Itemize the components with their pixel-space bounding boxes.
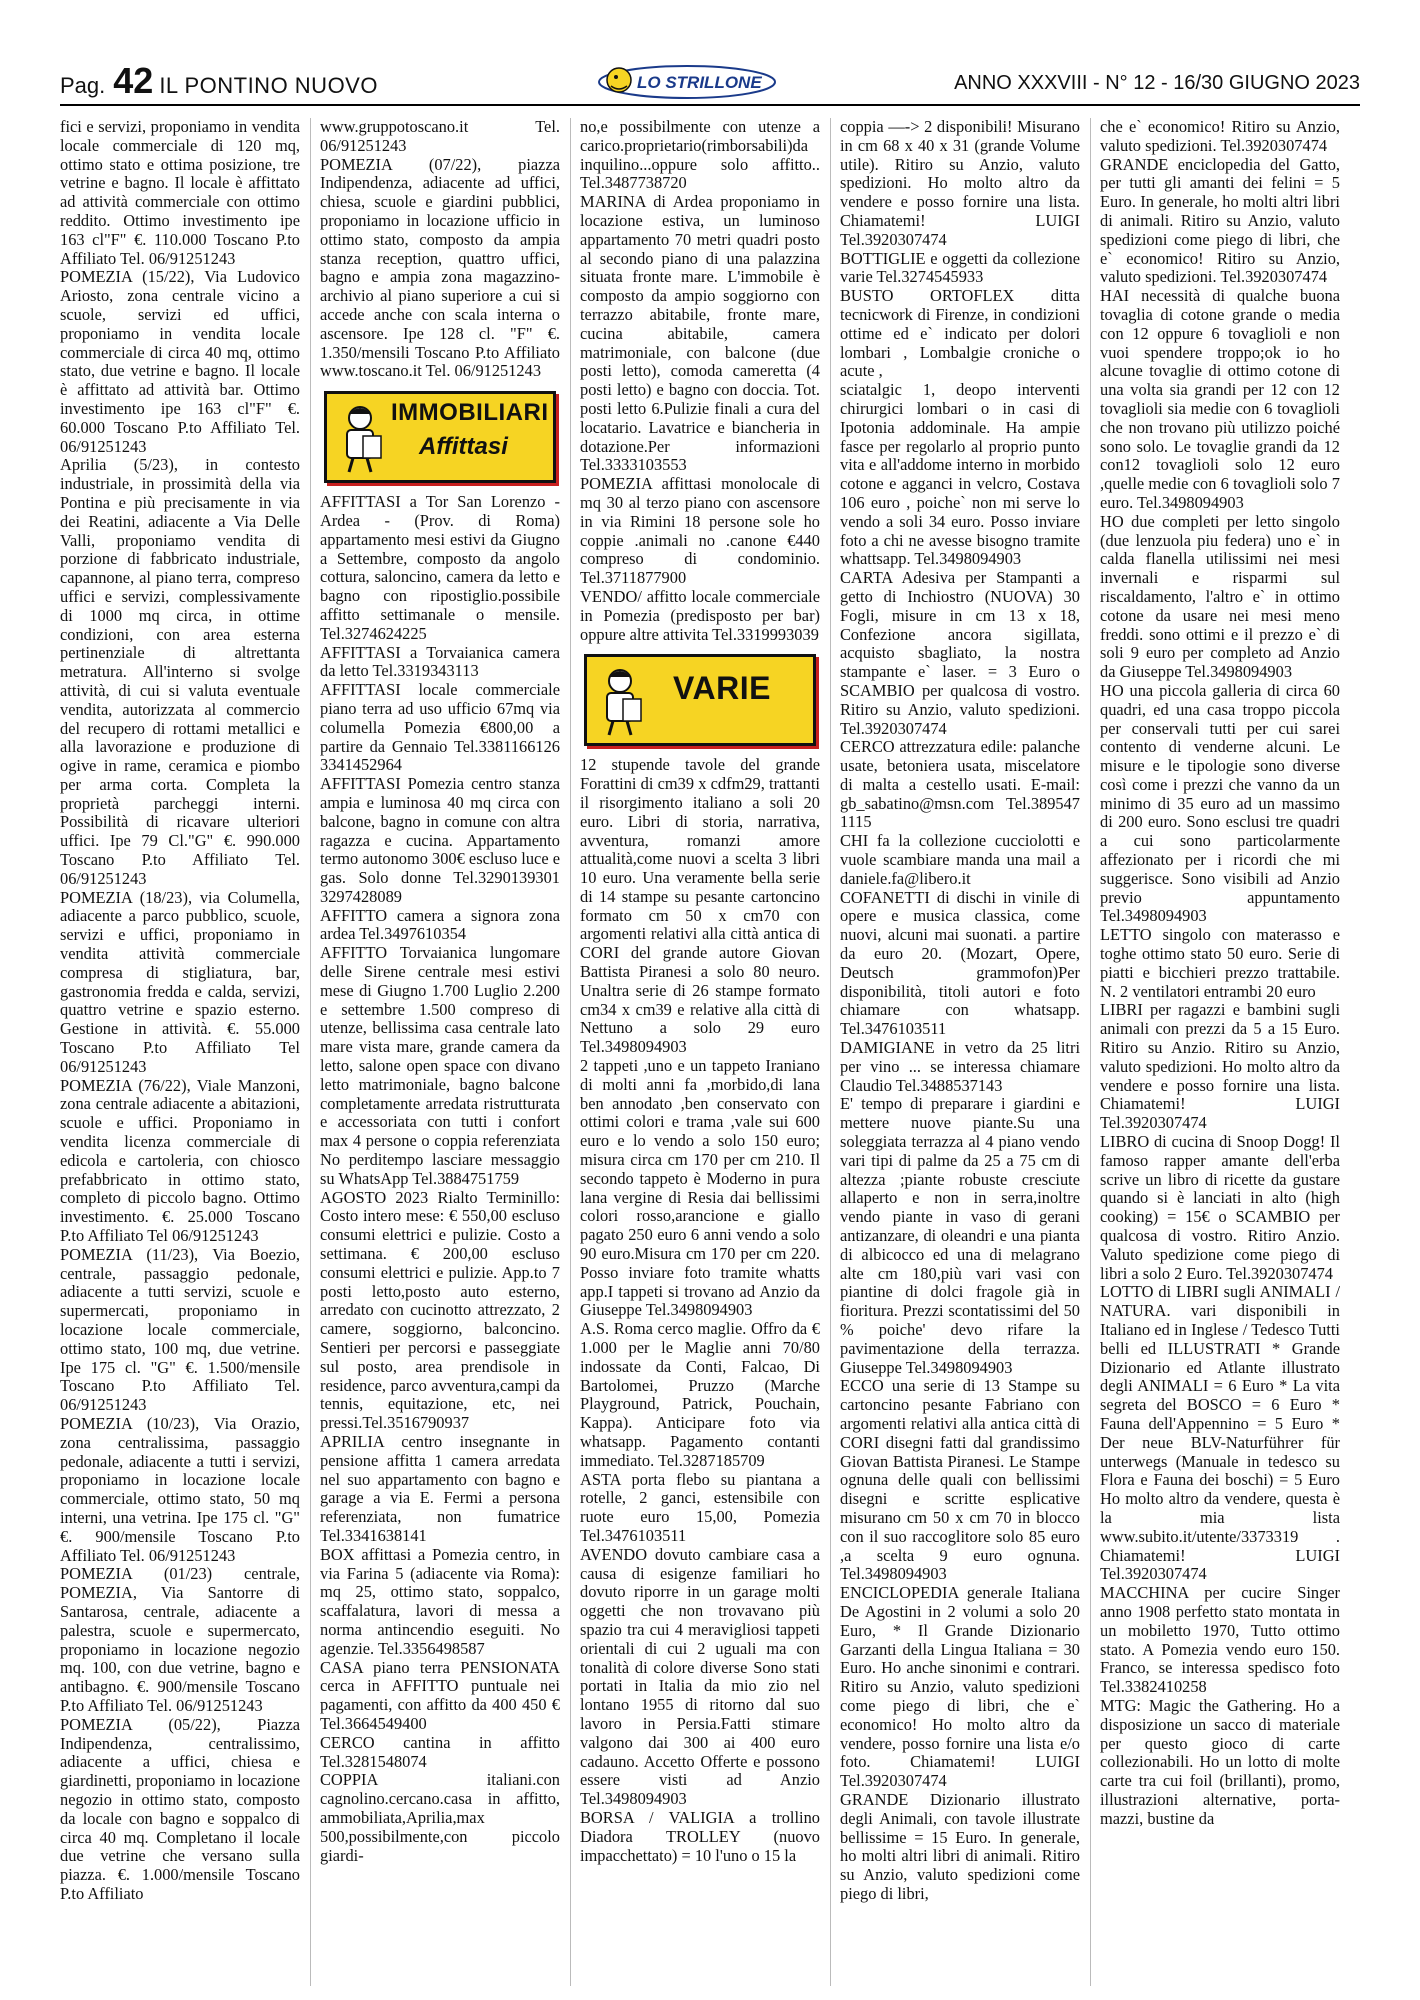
page-header — [60, 60, 1360, 101]
section-banner-varie — [584, 654, 816, 746]
classified-ad: HAI necessità di qualche buona tovaglia di cotone grande o media con 12 oppure 6 tovaglioli e non vuoi spendere troppo;ok io ho alcune tovaglie di ottimo cotone di una volta sia grandi per 12 con 12 tovaglioli sia medie con 6 tovaglioli che non trovano più utilizzo poiché sono solo. Le tovaglie grandi da 12 con12 tovaglioli solo 12 euro ,quelle medie con 6 tovaglioli solo 7 euro. Tel.3498094903 — [1100, 286, 1340, 512]
classified-ad: BOTTIGLIE e oggetti da collezione varie Tel.3274545933 — [840, 248, 1080, 287]
classified-ad: CERCO attrezzatura edile: palanche usate, betoniera usata, miscelatore di malta a cestello usati. E-mail: gb_sabatino@msn.com Tel.389547 1115 — [840, 737, 1080, 832]
issue-info: ANNO XXXVIII - N° 12 - 16/30 GIUGNO 2023 — [954, 72, 1360, 94]
classified-ad: POMEZIA (11/23), Via Boezio, centrale, passaggio pedonale, adiacente a tutti servizi, scuole e supermercati, proponiamo in locazione locale commerciale, ottimo stato, 100 mq, due vetrine. Ipe 175 cl. "G" €. 1.500/mensile Toscano P.to Affiliato Tel. 06/91251243 — [60, 1244, 300, 1415]
classified-ad: AFFITTO Torvaianica lungomare delle Sirene centrale mesi estivi mese di Giugno 1.700 Luglio 2.200 e settembre 1.500 compreso di utenze, bellissima casa centrale lato mare vista mare, grande camera da letto, salone open space con divano letto matrimoniale, bagno balcone completamente arredata ristrutturata e accessoriata con tutti i confort max 4 persone o coppia referenziata No perditempo lasciare messaggio su WhatsApp Tel.3884751759 — [320, 943, 560, 1188]
newsboy-icon — [593, 665, 647, 737]
classified-ad: POMEZIA affittasi monolocale di mq 30 al terzo piano con ascensore in via Rimini 18 persone sole ho coppie .animali no .canone €440 compreso di condominio. Tel.3711877900 — [580, 474, 820, 588]
classified-ad: BUSTO ORTOFLEX ditta tecnicwork di Firenze, in condizioni ottime ed e` indicato per dolori lombari , Lombalgie croniche o acute , — [840, 286, 1080, 381]
classified-ad: E' tempo di preparare i giardini e mettere nuove piante.Su una soleggiata terrazza al 4 piano vendo vari tipi di palme da 25 a 75 cm di altezza ;piante robuste cresciute allaperto e non in serra,inoltre vendo piante in vaso di gerani antizanzare, di oleandri e una pianta di albicocco ed una di melagrano alte cm 180,più vari vasi con piantine di dolci fragole già in fioritura. Prezzi scontatissimi del 50 % poiche' devo rifare la pavimentazione della terrazza. Giuseppe Tel.3498094903 — [840, 1094, 1080, 1377]
page-label: Pag. — [60, 73, 106, 98]
classified-ad: coppia —-> 2 disponibili! Misurano in cm 68 x 40 x 31 (grande Volume utile). Ritiro su Anzio, valuto spedizioni. Ho molto altro da vendere e posso fornire una lista. Chiamatemi! LUIGI Tel.3920307474 — [840, 118, 1080, 249]
classified-ad: GRANDE enciclopedia del Gatto, per tutti gli amanti dei felini = 5 Euro. In generale, ho molti altri libri di animali. Ritiro su Anzio, valuto spedizioni come piego di libri, che e` economico! Ritiro su Anzio, valuto spedizioni. Tel.3920307474 — [1100, 154, 1340, 287]
classified-ad: AFFITTASI locale commerciale piano terra ad uso ufficio 67mq via columella Pomezia €800,00 a partire da Gennaio Tel.3381166126 3341452964 — [320, 680, 560, 775]
classified-ad: MACCHINA per cucire Singer anno 1908 perfetto stato montata in un mobiletto 1970, Tutto ottimo stato. A Pomezia vendo euro 150. Franco, se interessa spedisco foto Tel.3382410258 — [1100, 1583, 1340, 1697]
classified-ad: LOTTO di LIBRI sugli ANIMALI / NATURA. vari disponibili in Italiano ed in Inglese / Tedesco Tutti belli ed ILLUSTRATI * Grande Dizionario ed Atlante illustrato degli ANIMALI = 6 Euro * La vita segreta del BOSCO = 6 Euro * Fauna dell'Appennino = 5 Euro * Der neue BLV-Naturführer für unterwegs (Manuale in tedesco su Flora e Fauna dei boschi) = 5 Euro Ho molto altro da vendere, questa è la mia lista www.subito.it/utente/3373319 . Chiamatemi! LUIGI Tel.3920307474 — [1100, 1282, 1340, 1584]
classified-ad: ECCO una serie di 13 Stampe su cartoncino pesante Fabriano con argomenti relativi alla antica città di CORI disegni fatti dal grandissimo Giovan Battista Piranesi. Le Stampe ognuna delle quali con bellissimi disegni e scritte esplicative misurano cm 50 x cm 70 in blocco con il suo raccoglitore solo 85 euro ,a scelta 9 euro ognuna. Tel.3498094903 — [840, 1376, 1080, 1584]
column-divider — [1090, 118, 1091, 1986]
classified-ad: VENDO/ affitto locale commerciale in Pomezia (predisposto per bar) oppure altre attivita Tel.3319993039 — [580, 586, 820, 644]
classified-ad: POMEZIA (18/23), via Columella, adiacente a parco pubblico, scuole, servizi e uffici, proponiamo in vendita attività commerciale compresa di stigliatura, bar, gastronomia fredda e calda, servizi, quattro vetrine e spazio esterno. Gestione in attività. €. 55.000 Toscano P.to Affiliato Tel 06/91251243 — [60, 887, 300, 1076]
classified-ad: COFANETTI di dischi in vinile di opere e musica classica, come nuovi, alcuni mai suonati. a partire da euro 20. (Mozart, Opere, Deutsch grammofon)Per disponibilità, titoli autori e foto chiamare con whatsapp. Tel.3476103511 — [840, 887, 1080, 1039]
column-divider — [570, 118, 571, 1986]
classified-ad: www.gruppotoscano.it Tel. 06/91251243 — [320, 118, 560, 155]
classified-ad: MTG: Magic the Gathering. Ho a disposizione un sacco di materiale per questo gioco di carte collezionabili. Ho un lotto di molte carte tra cui foil (brillanti), promo, illustrazioni alternative, porta-mazzi, bustine da — [1100, 1695, 1340, 1828]
banner-title: VARIE — [673, 670, 771, 707]
classified-ad: che e` economico! Ritiro su Anzio, valuto spedizioni. Tel.3920307474 — [1100, 118, 1340, 155]
classified-ad: HO due completi per letto singolo (due lenzuola piu federa) uno e` in calda flanella utilissimi nei mesi invernali e risparmi sul riscaldamento, l'altro e` in ottimo cotone da usare nei mesi meno freddi. sono ottimi e il prezzo e` di soli 9 euro per completo ad Anzio da Giuseppe Tel.3498094903 — [1100, 511, 1340, 682]
classified-ad: ASTA porta flebo su piantana a rotelle, 2 ganci, estensibile con ruote euro 15,00, Pomezia Tel.3476103511 — [580, 1469, 820, 1545]
lo-strillone-logo — [597, 62, 777, 100]
classified-ad: POMEZIA (01/23) centrale, POMEZIA, Via Santorre di Santarosa, centrale, adiacente a palestra, scuole e supermercato, proponiamo in locazione negozio mq. 100, con due vetrine, bagno e antibagno. €. 900/mensile Toscano P.to Affiliato Tel. 06/91251243 — [60, 1564, 300, 1715]
banner-subtitle: Affittasi — [419, 433, 508, 461]
classified-ad: POMEZIA (05/22), Piazza Indipendenza, centralissimo, adiacente a uffici, chiesa e giardinetti, proponiamo in locazione negozio in ottimo stato, composto da locale con bagno e soppalco di circa 40 mq. Completano il locale due vetrine che versano sulla piazza. €. 1.000/mensile Toscano P.to Affiliato — [60, 1714, 300, 1903]
classified-ad: Aprilia (5/23), in contesto industriale, in prossimità della via Pontina e più precisamente in via dei Reatini, adiacente a Via Delle Valli, proponiamo vendita di porzione di fabbricato industriale, capannone, al piano terra, compreso uffici e servizi, complessivamente di 1000 mq circa, in ottime condizioni, con area esterna pertinenziale di altrettanta metratura. All'interno si svolge attività, di cui si valuta eventuale vendita, autorizzata al commercio del recupero di rottami metallici e alla lavorazione e produzione di ogive in rame, ceramica e piombo per arma corta. Completa la proprietà parcheggi interni. Possibilità di ricavare ulteriori uffici. Ipe 79 Cl."G" €. 990.000 Toscano P.to Affiliato Tel. 06/91251243 — [60, 455, 300, 888]
classified-ad: LIBRO di cucina di Snoop Dogg! Il famoso rapper amante dell'erba scrive un libro di ricette da gustare quando si è lanciati in alto (high cooking) = 15€ o SCAMBIO per qualcosa di vostro. Ritiro Anzio. Valuto spedizione come piego di libri a solo 2 Euro. Tel.3920307474 — [1100, 1132, 1340, 1283]
classified-ad: AGOSTO 2023 Rialto Terminillo: Costo intero mese: € 550,00 escluso consumi elettrici e pulizie. Costo a settimana. € 200,00 escluso consumi elettrici e pulizie. App.to 7 posti letto,posto auto esterno, arredato con cucinotto attrezzato, 2 camere, soggiorno, balconcino. Sentieri per percorsi e passeggiate sul posto, area prendisole in residence, parco avventura,campi da tennis, equitazione, etc, nei pressi.Tel.3516790937 — [320, 1187, 560, 1433]
classified-ad: BORSA / VALIGIA a trollino Diadora TROLLEY (nuovo impacchettato) = 10 l'uno o 15 la — [580, 1807, 820, 1865]
classified-ad: MARINA di Ardea proponiamo in locazione estiva, un luminoso appartamento 70 metri quadri posto al secondo piano di una palazzina situata fronte mare. L'immobile è composto da ampio soggiorno con terrazzo abitabile, fronte mare, cucina abitabile, camera matrimoniale, con balcone (due posti letto), comoda cameretta (4 posti letto) e bagno con doccia. Tot. posti letto 6.Pulizie finali a cura del locatario. Lavatrice e biancheria in dotazione.Per informazioni Tel.3333103553 — [580, 192, 820, 475]
classified-ad: sciatalgic 1, deopo interventi chirurgici lombari o in casi di Ipotonia addominale. Ha ampie fasce per regolarlo al proprio punto vita e all'addome interno in morbido cotone e agganci in velcro, Costava 106 euro , poiche` non mi serve lo vendo a soli 34 euro. Posso inviare foto a chi ne avesse bisogno tramite whattsapp. Tel.3498094903 — [840, 380, 1080, 569]
column-4 — [840, 118, 1080, 1986]
logo-text: LO STRILLONE — [637, 73, 762, 92]
classified-ad: CARTA Adesiva per Stampanti a getto di Inchiostro (NUOVA) 30 Fogli, misure in cm 13 x 18, Confezione ancora sigillata, acquisto sbagliato, la nostra stampante e` laser. = 3 Euro o SCAMBIO per qualcosa di vostro. Ritiro su Anzio, valuto spedizioni. Tel.3920307474 — [840, 568, 1080, 738]
section-banner-immobiliari — [324, 391, 556, 483]
classified-ad: LETTO singolo con materasso e toghe ottimo stato 50 euro. Serie di piatti e bicchieri prezzo trattabile. N. 2 ventilatori entrambi 20 euro — [1100, 925, 1340, 1001]
classified-ad: CERCO cantina in affitto Tel.3281548074 — [320, 1732, 560, 1771]
column-divider — [830, 118, 831, 1986]
classified-ad: POMEZIA (10/23), Via Orazio, zona centralissima, passaggio pedonale, adiacente a tutti i servizi, proponiamo in locazione locale commerciale, ottimo stato, 50 mq interni, una vetrina. Ipe 175 cl. "G" €. 900/mensile Toscano P.to Affiliato Tel. 06/91251243 — [60, 1413, 300, 1565]
banner-title: IMMOBILIARI — [391, 399, 549, 427]
classified-ad: CHI fa la collezione cucciolotti e vuole scambiare manda una mail a daniele.fa@libero.it — [840, 831, 1080, 888]
classified-ad: AFFITTO camera a signora zona ardea Tel.3497610354 — [320, 905, 560, 944]
classified-ad: AFFITTASI a Tor San Lorenzo - Ardea - (Prov. di Roma) appartamento mesi estivi da Giugno a Settembre, composto da angolo cottura, saloncino, camera da letto e bagno con ripostiglio.possibile affitto settimanale o mensile. Tel.3274624225 — [320, 492, 560, 643]
classified-ad: COPPIA italiani.con cagnolino.cercano.casa in affitto, ammobiliata,Aprilia,max 500,possibilmente,con piccolo giardi- — [320, 1770, 560, 1865]
classified-ad: 2 tappeti ,uno e un tappeto Iraniano di molti anni fa ,morbido,di lana ben annodato ,ben conservato con ottimi colori e trama ,vale sui 600 euro e lo vendo a solo 150 euro; misura circa cm 170 per cm 210. Il secondo tappeto è Moderno in pura lana vergine di Resia dai bellissimi colori rosso,arancione e giallo pagato 250 euro 6 anni vendo a solo 90 euro.Misura cm 170 per cm 220. Posso inviare foto tramite whatts app.I tappeti si trovano ad Anzio da Giuseppe Tel.3498094903 — [580, 1056, 820, 1320]
newspaper-title: IL PONTINO NUOVO — [159, 73, 378, 98]
classified-ad: APRILIA centro insegnante in pensione affitta 1 camera arredata nel suo appartamento con bagno e garage a via E. Fermi a persona referenziata, non fumatrice Tel.3341638141 — [320, 1432, 560, 1545]
classified-ad: LIBRI per ragazzi e bambini sugli animali con prezzi da 5 a 15 Euro. Ritiro su Anzio. Ritiro su Anzio, valuto spedizioni. Ho molto altro da vendere e posso fornire una lista. Chiamatemi! LUIGI Tel.3920307474 — [1100, 1000, 1340, 1133]
column-divider — [310, 118, 311, 1986]
classified-ad: AFFITTASI Pomezia centro stanza ampia e luminosa 40 mq circa con balcone, bagno in comune con altra ragazza e cucina. Appartamento termo autonomo 300€ escluso luce e gas. Solo donne Tel.3290139301 3297428089 — [320, 774, 560, 906]
classified-ad: 12 stupende tavole del grande Forattini di cm39 x cdfm29, trattanti il risorgimento italiano a soli 20 euro. Libri di storia, narrativa, avventura, romanzi amore attualità,come nuovi a scelta 3 libri 10 euro. Una veramente bella serie di 14 stampe su pesante cartoncino formato cm 50 x cm70 con argomenti relativi alla città antica di CORI del grande autore Giovan Battista Piranesi a solo 80 neuro. Unaltra serie di 26 stampe formato cm34 x cm39 e relative alla città di Nettuno a solo 29 euro Tel.3498094903 — [580, 755, 820, 1057]
classified-ad: POMEZIA (15/22), Via Ludovico Ariosto, zona centrale vicino a scuole, servizi ed uffici, proponiamo in vendita locale commerciale di circa 40 mq, ottimo stato, due vetrine e bagno. Il locale è affittato ad attività bar. Ottimo investimento ipe 163 cl"F" €. 60.000 Toscano P.to Affiliato Tel. 06/91251243 — [60, 267, 300, 456]
classified-ad: AFFITTASI a Torvaianica camera da letto Tel.3319343113 — [320, 642, 560, 681]
classified-ad: ENCICLOPEDIA generale Italiana De Agostini in 2 volumi a solo 20 Euro, * Il Grande Dizionario Garzanti della Lingua Italiana = 30 Euro. Ho anche sinonimi e contrari. Ritiro su Anzio, valuto spedizioni come piego di libri, che e` economico! Ho molto altro da vendere, posso fornire una lista e/o foto. Chiamatemi! LUIGI Tel.3920307474 — [840, 1583, 1080, 1791]
classified-ad: BOX affittasi a Pomezia centro, in via Farina 5 (adiacente via Roma): mq 25, ottimo stato, soppalco, scaffalatura, lavori di messa a norma antincendio eseguiti. No agenzie. Tel.3356498587 — [320, 1544, 560, 1658]
header-left — [60, 60, 378, 101]
classified-ad: AVENDO dovuto cambiare casa a causa di esigenze familiari ho dovuto riporre in un garage molti oggetti che non trovavano più spazio tra cui 4 meravigliosi tappeti orientali di cui 2 uguali ma con tonalità di colore diverse Sono stati portati in Italia da mio zio nel lontano 1955 di ritorno dal suo lavoro in Persia.Fatti stimare valgono dai 300 ai 400 euro cadauno. Accetto Offerte e possono essere visti ad Anzio Tel.3498094903 — [580, 1544, 820, 1809]
column-1 — [60, 118, 300, 1986]
column-2 — [320, 118, 560, 1986]
classified-ad: HO una piccola galleria di circa 60 quadri, ed una casa troppo piccola per conservali tutti per cui sarei contento di venderne alcuni. Le misure e le tipologie sono diverse così come i prezzi che vanno da un minimo di 35 euro ad un massimo di 200 euro. Sono esclusi tre quadri a cui sono particolarmente affezionato per i ricordi che mi suggerisce. Sono visibili ad Anzio previo appuntamento Tel.3498094903 — [1100, 680, 1340, 926]
classified-ad: A.S. Roma cerco maglie. Offro da € 1.000 per le Maglie anni 70/80 indossate da Conti, Falcao, Di Bartolomei, Pruzzo (Marche Playground, Patrick, Pouchain, Kappa). Anticipare foto via whatsapp. Pagamento contanti immediato. Tel.3287185709 — [580, 1319, 820, 1470]
classified-ad: GRANDE Dizionario illustrato degli Animali, con tavole illustrate bellissime = 15 Euro. In generale, ho molti altri libri di animali. Ritiro su Anzio, valuto spedizioni come piego di libri, — [840, 1789, 1080, 1903]
classified-ad: CASA piano terra PENSIONATA cerca in AFFITTO puntuale nei pagamenti, con affitto da 400 450 € Tel.3664549400 — [320, 1657, 560, 1733]
newsboy-icon — [333, 402, 387, 474]
classified-ad: fici e servizi, proponiamo in vendita locale commerciale di 120 mq, ottimo stato e ottima posizione, tre vetrine e bagno. Il locale è affittato ad attività commerciale con ottimo reddito. Ottimo investimento ipe 163 cl"F" €. 110.000 Toscano P.to Affiliato Tel. 06/91251243 — [60, 118, 300, 268]
column-3 — [580, 118, 820, 1986]
page-number: 42 — [113, 60, 154, 101]
classified-ad: POMEZIA (07/22), piazza Indipendenza, adiacente ad uffici, chiesa, scuole e giardini pubblici, proponiamo in locazione ufficio in ottimo stato, composto da ampia stanza reception, quattro uffici, bagno e ampia zona magazzino-archivio al piano superiore a cui si accede anche con scala interna o ascensore. Ipe 128 cl. "F" €. 1.350/mensili Toscano P.to Affiliato www.toscano.it Tel. 06/91251243 — [320, 154, 560, 381]
classified-ad: DAMIGIANE in vetro da 25 litri per vino ... se interessa chiamare Claudio Tel.3488537143 — [840, 1038, 1080, 1095]
classified-ad: no,e possibilmente con utenze a carico.proprietario(rimborsabili)da inquilino...oppure solo affitto.. Tel.3487738720 — [580, 118, 820, 193]
column-5 — [1100, 118, 1340, 1986]
classified-ad: POMEZIA (76/22), Viale Manzoni, zona centrale adiacente a abitazioni, scuole e uffici. Proponiamo in vendita licenza commerciale di edicola e cartoleria, con chiosco prefabbricato in ottimo stato, completo di piccolo bagno. Ottimo investimento. €. 25.000 Toscano P.to Affiliato Tel 06/91251243 — [60, 1075, 300, 1246]
header-rule — [60, 104, 1360, 106]
